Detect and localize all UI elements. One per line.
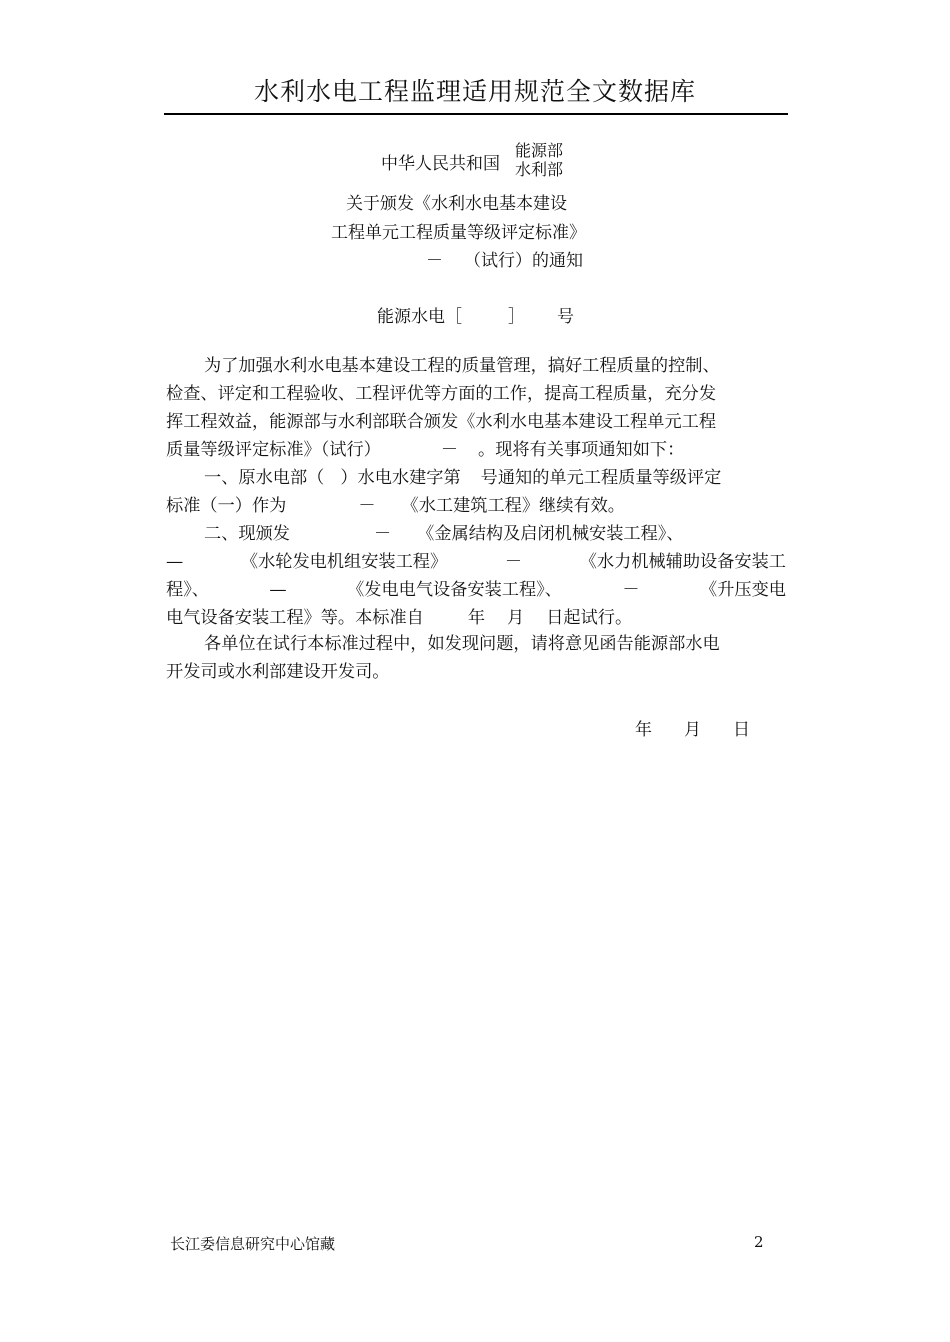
paragraph-line [166, 436, 786, 464]
line-segment: 二、现颁发 [204, 524, 290, 544]
header-rule [164, 113, 788, 115]
dash: － [373, 524, 392, 544]
page-header-title: 水利水电工程监理适用规范全文数据库 [253, 77, 696, 106]
doc-number-suffix: 号 [557, 307, 574, 327]
line-segment: 《水力机械辅助设备安装工 [579, 552, 786, 572]
line-segment: 《升压变电 [700, 580, 786, 600]
paragraph-line [166, 604, 786, 632]
line-segment: 《水轮发电机组安装工程》 [240, 552, 448, 572]
line-segment: ）水电水建字第 [340, 468, 461, 488]
line-segment: 。现将有关事项通知如下： [478, 440, 685, 460]
dash: － [440, 440, 459, 460]
notice-title-line-1: 关于颁发《水利水电基本建设 [346, 194, 567, 214]
paragraph-line [166, 548, 786, 576]
signature-year: 年 [635, 720, 652, 740]
dash: — [269, 580, 287, 600]
paragraph-line: 开发司或水利部建设开发司。 [166, 662, 390, 682]
line-segment: 标准（一）作为 [166, 496, 287, 516]
signature-month: 月 [684, 720, 701, 740]
dash: － [358, 496, 376, 516]
paragraph-line [166, 520, 786, 548]
dash: － [622, 580, 640, 600]
body-paragraph-3 [166, 520, 786, 632]
line-segment: 《金属结构及启闭机械安装工程》、 [417, 524, 684, 544]
line-segment: 《水工建筑工程》继续有效。 [401, 496, 625, 516]
paragraph-line [166, 576, 786, 604]
date-year: 年 [467, 608, 486, 628]
paragraph-line: 挥工程效益，能源部与水利部联合颁发《水利水电基本建设工程单元工程 [166, 412, 717, 432]
page-number: 2 [754, 1233, 764, 1251]
line-segment: 号通知的单元工程质量等级评定 [480, 468, 722, 488]
line-segment: 一、原水电部（ [204, 468, 325, 488]
notice-title-dash: － [426, 251, 443, 271]
doc-number-bracket-close: ］ [508, 307, 525, 327]
dash: － [504, 552, 523, 572]
paragraph-line [166, 464, 786, 492]
date-day: 日起试行。 [546, 608, 633, 628]
paragraph-line: 各单位在试行本标准过程中，如发现问题，请将意见函告能源部水电 [204, 634, 720, 654]
body-paragraph-1 [166, 352, 786, 464]
doc-number-prefix: 能源水电［ [377, 307, 462, 327]
date-month: 月 [507, 608, 525, 628]
line-segment: 电气设备安装工程》等。本标准自 [166, 608, 424, 628]
issuer-dept-2: 水利部 [515, 160, 564, 179]
footer-source: 长江委信息研究中心馆藏 [170, 1235, 336, 1253]
paragraph-line: 为了加强水利水电基本建设工程的质量管理，搞好工程质量的控制、 [204, 356, 720, 376]
signature-day: 日 [733, 720, 750, 740]
body-paragraph-2 [166, 464, 786, 520]
paragraph-line: 检查、评定和工程验收、工程评优等方面的工作，提高工程质量，充分发 [166, 384, 717, 404]
line-segment: 《发电电气设备安装工程》、 [347, 580, 562, 600]
issuer-dept-1: 能源部 [515, 141, 564, 160]
dash: — [166, 552, 184, 572]
paragraph-line [166, 492, 786, 520]
line-segment: 程》、 [166, 580, 209, 600]
notice-title-line-3: （试行）的通知 [464, 251, 583, 271]
body-paragraph-4 [166, 630, 786, 686]
issuer-prefix: 中华人民共和国 [381, 154, 500, 174]
line-segment: 质量等级评定标准》（试行） [166, 440, 381, 460]
notice-title-line-2: 工程单元工程质量等级评定标准》 [331, 223, 586, 243]
